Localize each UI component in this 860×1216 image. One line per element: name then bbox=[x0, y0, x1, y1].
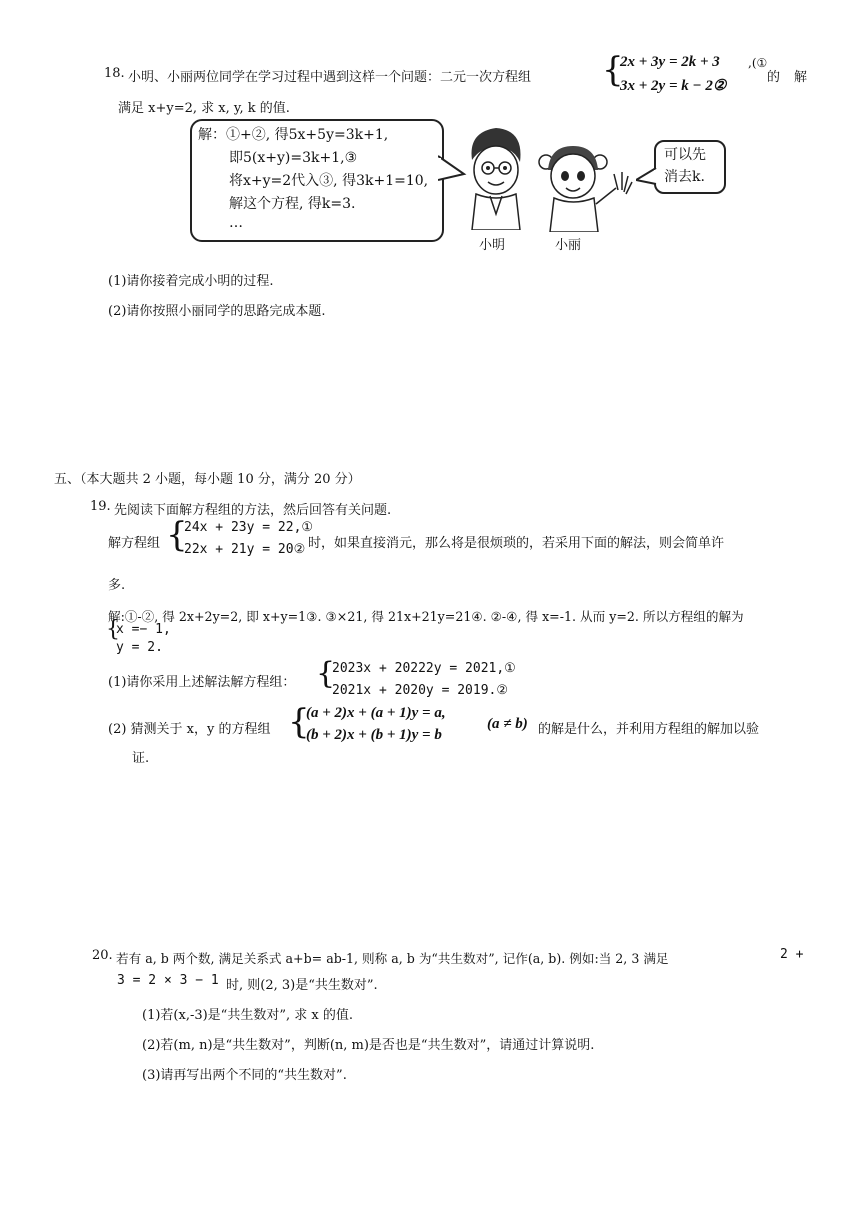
q19-sub2-c: 证. bbox=[132, 751, 150, 766]
q18-number: 18. bbox=[104, 66, 125, 81]
q18-condition: 满足 x+y=2, 求 x, y, k 的值. bbox=[118, 101, 290, 116]
q18-text: 小明、小丽两位同学在学习过程中遇到这样一个问题：二元一次方程组 bbox=[128, 70, 532, 85]
q20-sub1: (1)若(x,-3)是“共生数对”, 求 x 的值. bbox=[142, 1008, 353, 1023]
name-boy: 小明 bbox=[479, 238, 506, 253]
girl-bubble-line-1: 可以先 bbox=[664, 147, 706, 163]
q19-eq1: 24x + 23y = 22,① bbox=[184, 520, 314, 535]
girl-bubble-tail bbox=[636, 168, 658, 188]
q18-eq1: 2x + 3y = 2k + 3 bbox=[620, 54, 720, 70]
q19-after2: 多. bbox=[108, 578, 126, 593]
q19-number: 19. bbox=[90, 499, 111, 514]
q18-eq2: 3x + 2y = k − 2② bbox=[620, 78, 727, 94]
bubble-line-1: 解：①+②, 得5x+5y=3k+1, bbox=[198, 127, 389, 143]
q19-sub1-brace: { bbox=[316, 656, 336, 691]
name-girl: 小丽 bbox=[555, 238, 582, 253]
q20-number: 20. bbox=[92, 948, 113, 963]
q19-sub2-a: (2) 猜测关于 x，y 的方程组 bbox=[108, 722, 271, 737]
bubble-line-4: 解这个方程, 得k=3. bbox=[229, 196, 356, 212]
q20-sub2: (2)若(m, n)是“共生数对”，判断(n, m)是否也是“共生数对”，请通过计算说明. bbox=[142, 1038, 595, 1053]
q20-sub3: (3)请再写出两个不同的“共生数对”. bbox=[142, 1068, 347, 1083]
q19-eq2: 22x + 21y = 20② bbox=[184, 542, 306, 557]
q19-prefix: 解方程组 bbox=[108, 536, 161, 551]
section-heading: 五、（本大题共 2 小题，每小题 10 分，满分 20 分） bbox=[54, 472, 361, 487]
bubble-line-3: 将x+y=2代入③, 得3k+1=10, bbox=[229, 173, 429, 189]
q19-sub1-eq2: 2021x + 2020y = 2019.② bbox=[332, 683, 509, 698]
girl-illustration bbox=[536, 140, 640, 232]
q19-intro: 先阅读下面解方程组的方法，然后回答有关问题. bbox=[114, 503, 392, 518]
q18-sub2: (2)请你按照小丽同学的思路完成本题. bbox=[108, 304, 326, 319]
q19-sol-x: x =− 1, bbox=[116, 622, 171, 637]
q19-sub2-b: 的解是什么，并利用方程组的解加以验 bbox=[538, 722, 760, 737]
q19-after: 时，如果直接消元，那么将是很烦琐的，若采用下面的解法，则会简单许 bbox=[308, 536, 725, 551]
q20-math-a: 2 + bbox=[780, 947, 804, 962]
q19-sub1: (1)请你采用上述解法解方程组： bbox=[108, 675, 296, 690]
q20-math-b: 3 = 2 × 3 − 1 bbox=[117, 973, 219, 988]
q20-text-a: 若有 a, b 两个数, 满足关系式 a+b= ab-1, 则称 a, b 为“共生数对”, 记作(a, b). 例如:当 2, 3 满足 bbox=[116, 951, 669, 966]
q19-solution: 解:①-②, 得 2x+2y=2, 即 x+y=1③. ③×21, 得 21x+21y=21④. ②-④, 得 x=-1. 从而 y=2. 所以方程组的解为 bbox=[108, 609, 744, 624]
girl-bubble-line-2: 消去k. bbox=[664, 169, 705, 185]
q19-sol-brace: { bbox=[106, 617, 120, 642]
boy-illustration bbox=[462, 118, 532, 230]
q18-text-jie: 解 bbox=[794, 70, 808, 85]
q18-eq1-tag: ,(① bbox=[748, 56, 768, 70]
q19-brace: { bbox=[166, 515, 188, 555]
q18-text-de: 的 bbox=[767, 70, 781, 85]
q19-sub2-eq2: (b + 2)x + (b + 1)y = b bbox=[306, 727, 442, 743]
q19-sub1-eq1: 2023x + 20222y = 2021,① bbox=[332, 661, 516, 676]
bubble-line-5: … bbox=[229, 215, 243, 231]
q19-sub2-brace: { bbox=[288, 702, 310, 742]
q18-brace: { bbox=[602, 50, 624, 90]
q19-sub2-eq1: (a + 2)x + (a + 1)y = a, bbox=[306, 705, 446, 721]
q19-sub2-cond: (a ≠ b) bbox=[487, 716, 528, 732]
q20-text-b: 时, 则(2, 3)是“共生数对”. bbox=[226, 978, 378, 993]
bubble-line-2: 即5(x+y)=3k+1,③ bbox=[229, 150, 358, 166]
q19-sol-y: y = 2. bbox=[116, 640, 163, 655]
q18-sub1: (1)请你接着完成小明的过程. bbox=[108, 274, 274, 289]
